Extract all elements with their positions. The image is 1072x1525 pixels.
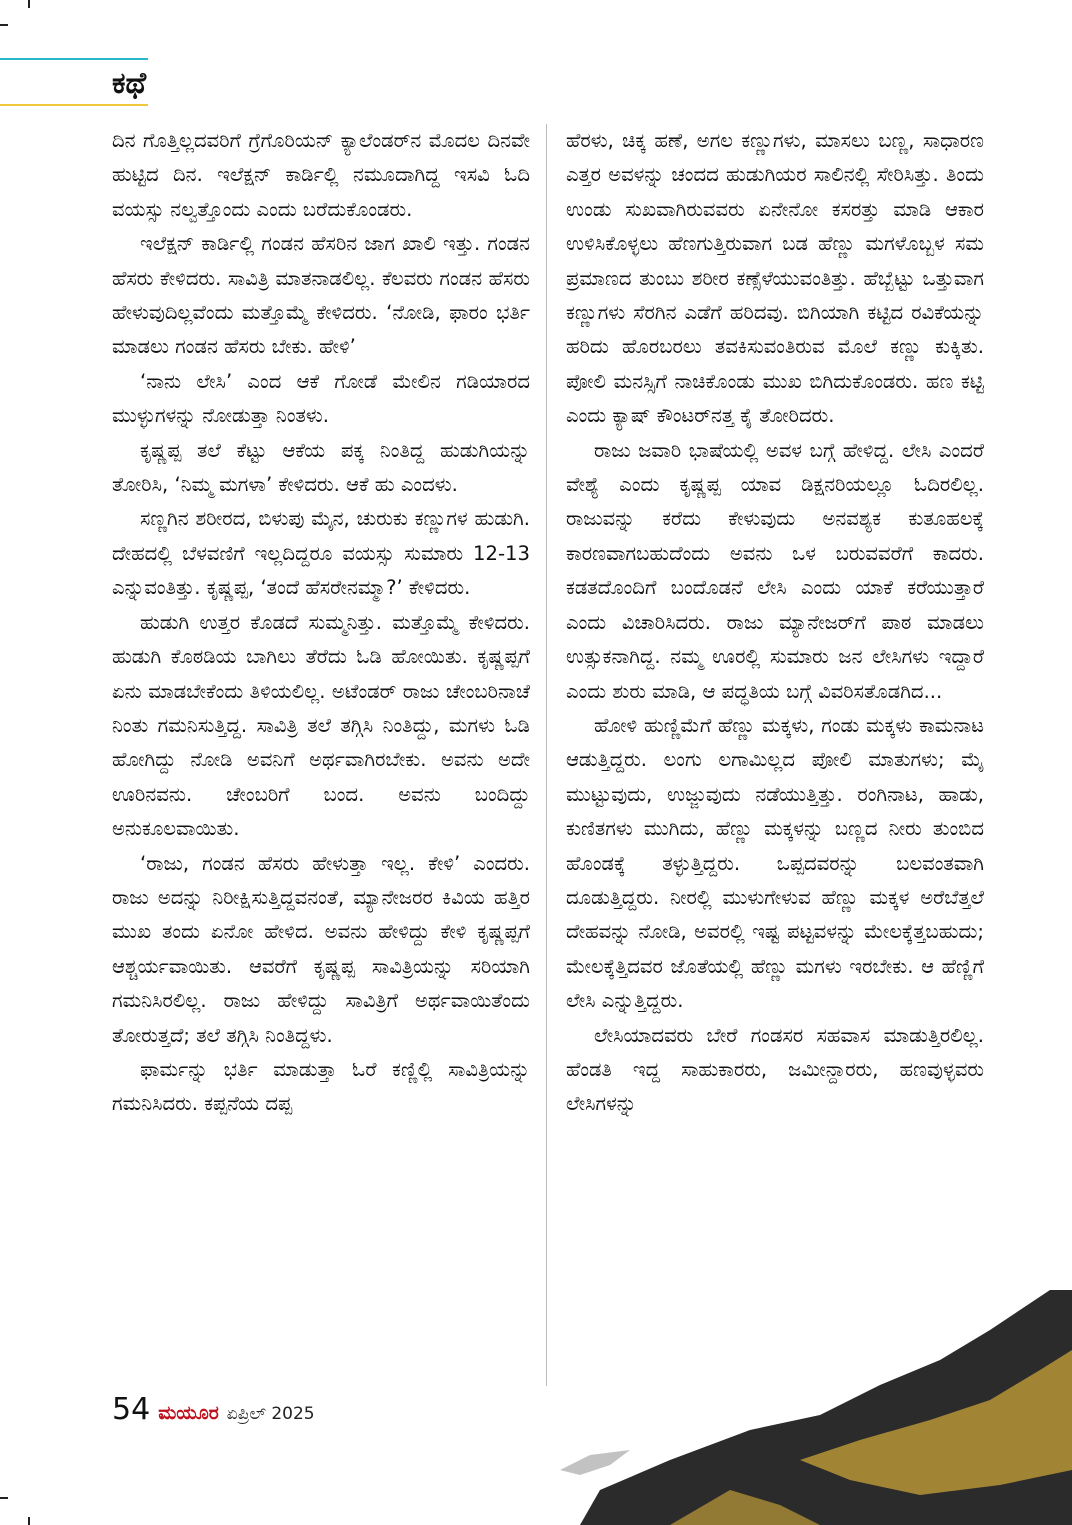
brush-stroke-grey: [560, 1450, 630, 1475]
paragraph: ಕೃಷ್ಣಪ್ಪ ತಲೆ ಕೆಟ್ಟು ಆಕೆಯ ಪಕ್ಕ ನಿಂತಿದ್ದ ಹುಡುಗಿಯನ್ನು ತೋರಿಸಿ, ‘ನಿಮ್ಮ ಮಗಳಾ’ ಕೇಳಿದರು. ಆಕೆ ಹು ಎಂದಳು.: [112, 438, 530, 497]
paragraph: ‘ನಾನು ಲೇಸಿ’ ಎಂದ ಆಕೆ ಗೋಡೆ ಮೇಲಿನ ಗಡಿಯಾರದ ಮುಳ್ಳುಗಳನ್ನು ನೋಡುತ್ತಾ ನಿಂತಳು.: [112, 369, 530, 428]
paragraph: ರಾಜು ಜವಾರಿ ಭಾಷೆಯಲ್ಲಿ ಅವಳ ಬಗ್ಗೆ ಹೇಳಿದ್ದ. ಲೇಸಿ ಎಂದರೆ ವೇಶ್ಯೆ ಎಂದು ಕೃಷ್ಣಪ್ಪ ಯಾವ ಡಿಕ್ಷನರಿಯಲ್ಲೂ ಓದಿರಲಿಲ್ಲ. ರಾಜುವನ್ನು ಕರೆದು ಕೇಳುವುದು ಅನವಶ್ಯಕ ಕುತೂಹಲಕ್ಕೆ ಕಾರಣವಾಗಬಹುದೆಂದು ಅವನು ಒಳ ಬರುವವರೆಗೆ ಕಾದರು. ಕಡತದೊಂದಿಗೆ ಬಂದೊಡನೆ ಲೇಸಿ ಎಂದು ಯಾಕೆ ಕರೆಯುತ್ತಾರೆ ಎಂದು ವಿಚಾರಿಸಿದರು. ರಾಜು ಮ್ಯಾನೇಜರ್‌ಗೆ ಪಾಠ ಮಾಡಲು ಉತ್ಸುಕನಾಗಿದ್ದ. ನಮ್ಮ ಊರಲ್ಲಿ ಸುಮಾರು ಜನ ಲೇಸಿಗಳು ಇದ್ದಾರೆ ಎಂದು ಶುರು ಮಾಡಿ, ಆ ಪದ್ಧತಿಯ ಬಗ್ಗೆ ವಿವರಿಸತೊಡಗಿದ...: [566, 438, 984, 703]
header-rule-bottom: [0, 104, 148, 106]
paragraph: ಲೇಸಿಯಾದವರು ಬೇರೆ ಗಂಡಸರ ಸಹವಾಸ ಮಾಡುತ್ತಿರಲಿಲ್ಲ. ಹೆಂಡತಿ ಇದ್ದ ಸಾಹುಕಾರರು, ಜಮೀನ್ದಾರರು, ಹಣವುಳ್ಳವರು ಲೇಸಿಗಳನ್ನು: [566, 1023, 984, 1116]
crop-mark: [28, 0, 30, 8]
page-number: 54: [112, 1392, 151, 1427]
page-footer: [112, 1392, 315, 1428]
paragraph: ‘ರಾಜು, ಗಂಡನ ಹೆಸರು ಹೇಳುತ್ತಾ ಇಲ್ಲ. ಕೇಳಿ’ ಎಂದರು. ರಾಜು ಅದನ್ನು ನಿರೀಕ್ಷಿಸುತ್ತಿದ್ದವನಂತೆ, ಮ್ಯಾನೇಜರರ ಕಿವಿಯ ಹತ್ತಿರ ಮುಖ ತಂದು ಏನೋ ಹೇಳಿದ. ಅವನು ಹೇಳಿದ್ದು ಕೇಳಿ ಕೃಷ್ಣಪ್ಪಗೆ ಆಶ್ಚರ್ಯವಾಯಿತು. ಆವರೆಗೆ ಕೃಷ್ಣಪ್ಪ ಸಾವಿತ್ರಿಯನ್ನು ಸರಿಯಾಗಿ ಗಮನಿಸಿರಲಿಲ್ಲ. ರಾಜು ಹೇಳಿದ್ದು ಸಾವಿತ್ರಿಗೆ ಅರ್ಥವಾಯಿತೆಂದು ತೋರುತ್ತದೆ; ತಲೆ ತಗ್ಗಿಸಿ ನಿಂತಿದ್ದಳು.: [112, 851, 530, 1047]
crop-mark: [0, 24, 8, 26]
paragraph: ದಿನ ಗೊತ್ತಿಲ್ಲದವರಿಗೆ ಗ್ರೆಗೊರಿಯನ್ ಕ್ಯಾಲೆಂಡರ್‌ನ ಮೊದಲ ದಿನವೇ ಹುಟ್ಟಿದ ದಿನ. ಇಲೆಕ್ಷನ್ ಕಾರ್ಡಿಲ್ಲಿ ನಮೂದಾಗಿದ್ದ ಇಸವಿ ಓದಿ ವಯಸ್ಸು ನಲ್ವತ್ತೊಂದು ಎಂದು ಬರೆದುಕೊಂಡರು.: [112, 129, 530, 221]
column-divider: [546, 124, 547, 1386]
paragraph: ಹೋಳಿ ಹುಣ್ಣಿಮೆಗೆ ಹೆಣ್ಣು ಮಕ್ಕಳು, ಗಂಡು ಮಕ್ಕಳು ಕಾಮನಾಟ ಆಡುತ್ತಿದ್ದರು. ಲಂಗು ಲಗಾಮಿಲ್ಲದ ಪೋಲಿ ಮಾತುಗಳು; ಮೈ ಮುಟ್ಟುವುದು, ಉಜ್ಜುವುದು ನಡೆಯುತ್ತಿತ್ತು. ರಂಗಿನಾಟ, ಹಾಡು, ಕುಣಿತಗಳು ಮುಗಿದು, ಹೆಣ್ಣು ಮಕ್ಕಳನ್ನು ಬಣ್ಣದ ನೀರು ತುಂಬಿದ ಹೊಂಡಕ್ಕೆ ತಳ್ಳುತ್ತಿದ್ದರು. ಒಪ್ಪದವರನ್ನು ಬಲವಂತವಾಗಿ ದೂಡುತ್ತಿದ್ದರು. ನೀರಲ್ಲಿ ಮುಳುಗೇಳುವ ಹೆಣ್ಣು ಮಕ್ಕಳ ಅರೆಬೆತ್ತಲೆ ದೇಹವನ್ನು ನೋಡಿ, ಅವರಲ್ಲಿ ಇಷ್ಟ ಪಟ್ಟವಳನ್ನು ಮೇಲಕ್ಕೆತ್ತಬಹುದು; ಮೇಲಕ್ಕೆತ್ತಿದವರ ಜೊತೆಯಲ್ಲಿ ಹೆಣ್ಣು ಮಗಳು ಇರಬೇಕು. ಆ ಹೆಣ್ಣಿಗೆ ಲೇಸಿ ಎನ್ನುತ್ತಿದ್ದರು.: [566, 713, 984, 1013]
paragraph: ಫಾರ್ಮನ್ನು ಭರ್ತಿ ಮಾಡುತ್ತಾ ಓರೆ ಕಣ್ಣಿಲ್ಲಿ ಸಾವಿತ್ರಿಯನ್ನು ಗಮನಿಸಿದರು. ಕಪ್ಪನೆಯ ದಪ್ಪ: [112, 1057, 530, 1116]
issue-date: ಏಪ್ರಿಲ್ 2025: [226, 1404, 315, 1424]
header-rule-top: [0, 58, 148, 60]
left-column: [112, 124, 530, 1122]
magazine-name: ಮಯೂರ: [158, 1402, 219, 1424]
paragraph: ಹುಡುಗಿ ಉತ್ತರ ಕೊಡದೆ ಸುಮ್ಮನಿತ್ತು. ಮತ್ತೊಮ್ಮೆ ಕೇಳಿದರು. ಹುಡುಗಿ ಕೊಠಡಿಯ ಬಾಗಿಲು ತೆರೆದು ಓಡಿ ಹೋಯಿತು. ಕೃಷ್ಣಪ್ಪಗೆ ಏನು ಮಾಡಬೇಕೆಂದು ತಿಳಿಯಲಿಲ್ಲ. ಅಟೆಂಡರ್ ರಾಜು ಚೇಂಬರಿನಾಚೆ ನಿಂತು ಗಮನಿಸುತ್ತಿದ್ದ. ಸಾವಿತ್ರಿ ತಲೆ ತಗ್ಗಿಸಿ ನಿಂತಿದ್ದು, ಮಗಳು ಓಡಿ ಹೋಗಿದ್ದು ನೋಡಿ ಅವನಿಗೆ ಅರ್ಥವಾಗಿರಬೇಕು. ಅವನು ಅದೇ ಊರಿನವನು. ಚೇಂಬರಿಗೆ ಬಂದ. ಅವನು ಬಂದಿದ್ದು ಅನುಕೂಲವಾಯಿತು.: [112, 610, 530, 841]
paragraph: ಹೆರಳು, ಚಿಕ್ಕ ಹಣೆ, ಅಗಲ ಕಣ್ಣುಗಳು, ಮಾಸಲು ಬಣ್ಣ, ಸಾಧಾರಣ ಎತ್ತರ ಅವಳನ್ನು ಚಂದದ ಹುಡುಗಿಯರ ಸಾಲಿನಲ್ಲಿ ಸೇರಿಸಿತ್ತು. ತಿಂದು ಉಂಡು ಸುಖವಾಗಿರುವವರು ಏನೇನೋ ಕಸರತ್ತು ಮಾಡಿ ಆಕಾರ ಉಳಿಸಿಕೊಳ್ಳಲು ಹೆಣಗುತ್ತಿರುವಾಗ ಬಡ ಹೆಣ್ಣು ಮಗಳೊಬ್ಬಳ ಸಮ ಪ್ರಮಾಣದ ತುಂಬು ಶರೀರ ಕಣ್ಸೆಳೆಯುವಂತಿತ್ತು. ಹೆಬ್ಬೆಟ್ಟು ಒತ್ತುವಾಗ ಕಣ್ಣುಗಳು ಸೆರಗಿನ ಎಡೆಗೆ ಹರಿದವು. ಬಿಗಿಯಾಗಿ ಕಟ್ಟಿದ ರವಿಕೆಯನ್ನು ಹರಿದು ಹೊರಬರಲು ತವಕಿಸುವಂತಿರುವ ಮೊಲೆ ಕಣ್ಣು ಕುಕ್ಕಿತು. ಪೋಲಿ ಮನಸ್ಸಿಗೆ ನಾಚಿಕೊಂಡು ಮುಖ ಬಿಗಿದುಕೊಂಡರು. ಹಣ ಕಟ್ಟಿ ಎಂದು ಕ್ಯಾಷ್ ಕೌಂಟರ್‌ನತ್ತ ಕೈ ತೋರಿದರು.: [566, 129, 984, 428]
right-column: [566, 124, 984, 1122]
crop-mark: [28, 1517, 30, 1525]
paragraph: ಇಲೆಕ್ಷನ್ ಕಾರ್ಡಿಲ್ಲಿ ಗಂಡನ ಹೆಸರಿನ ಜಾಗ ಖಾಲಿ ಇತ್ತು. ಗಂಡನ ಹೆಸರು ಕೇಳಿದರು. ಸಾವಿತ್ರಿ ಮಾತನಾಡಲಿಲ್ಲ. ಕೆಲವರು ಗಂಡನ ಹೆಸರು ಹೇಳುವುದಿಲ್ಲವೆಂದು ಮತ್ತೊಮ್ಮೆ ಕೇಳಿದರು. ‘ನೋಡಿ, ಫಾರಂ ಭರ್ತಿ ಮಾಡಲು ಗಂಡನ ಹೆಸರು ಬೇಕು. ಹೇಳಿ’: [112, 232, 530, 359]
brush-stroke-illustration: [520, 1290, 1072, 1525]
section-title: ಕಥೆ: [112, 66, 147, 101]
crop-mark: [0, 1497, 8, 1499]
paragraph: ಸಣ್ಣಗಿನ ಶರೀರದ, ಬಿಳುಪು ಮೈನ, ಚುರುಕು ಕಣ್ಣುಗಳ ಹುಡುಗಿ. ದೇಹದಲ್ಲಿ ಬೆಳವಣಿಗೆ ಇಲ್ಲದಿದ್ದರೂ ವಯಸ್ಸು ಸುಮಾರು 12-13 ಎನ್ನುವಂತಿತ್ತು. ಕೃಷ್ಣಪ್ಪ, ‘ತಂದೆ ಹೆಸರೇನಮ್ಮಾ?’ ಕೇಳಿದರು.: [112, 507, 530, 600]
